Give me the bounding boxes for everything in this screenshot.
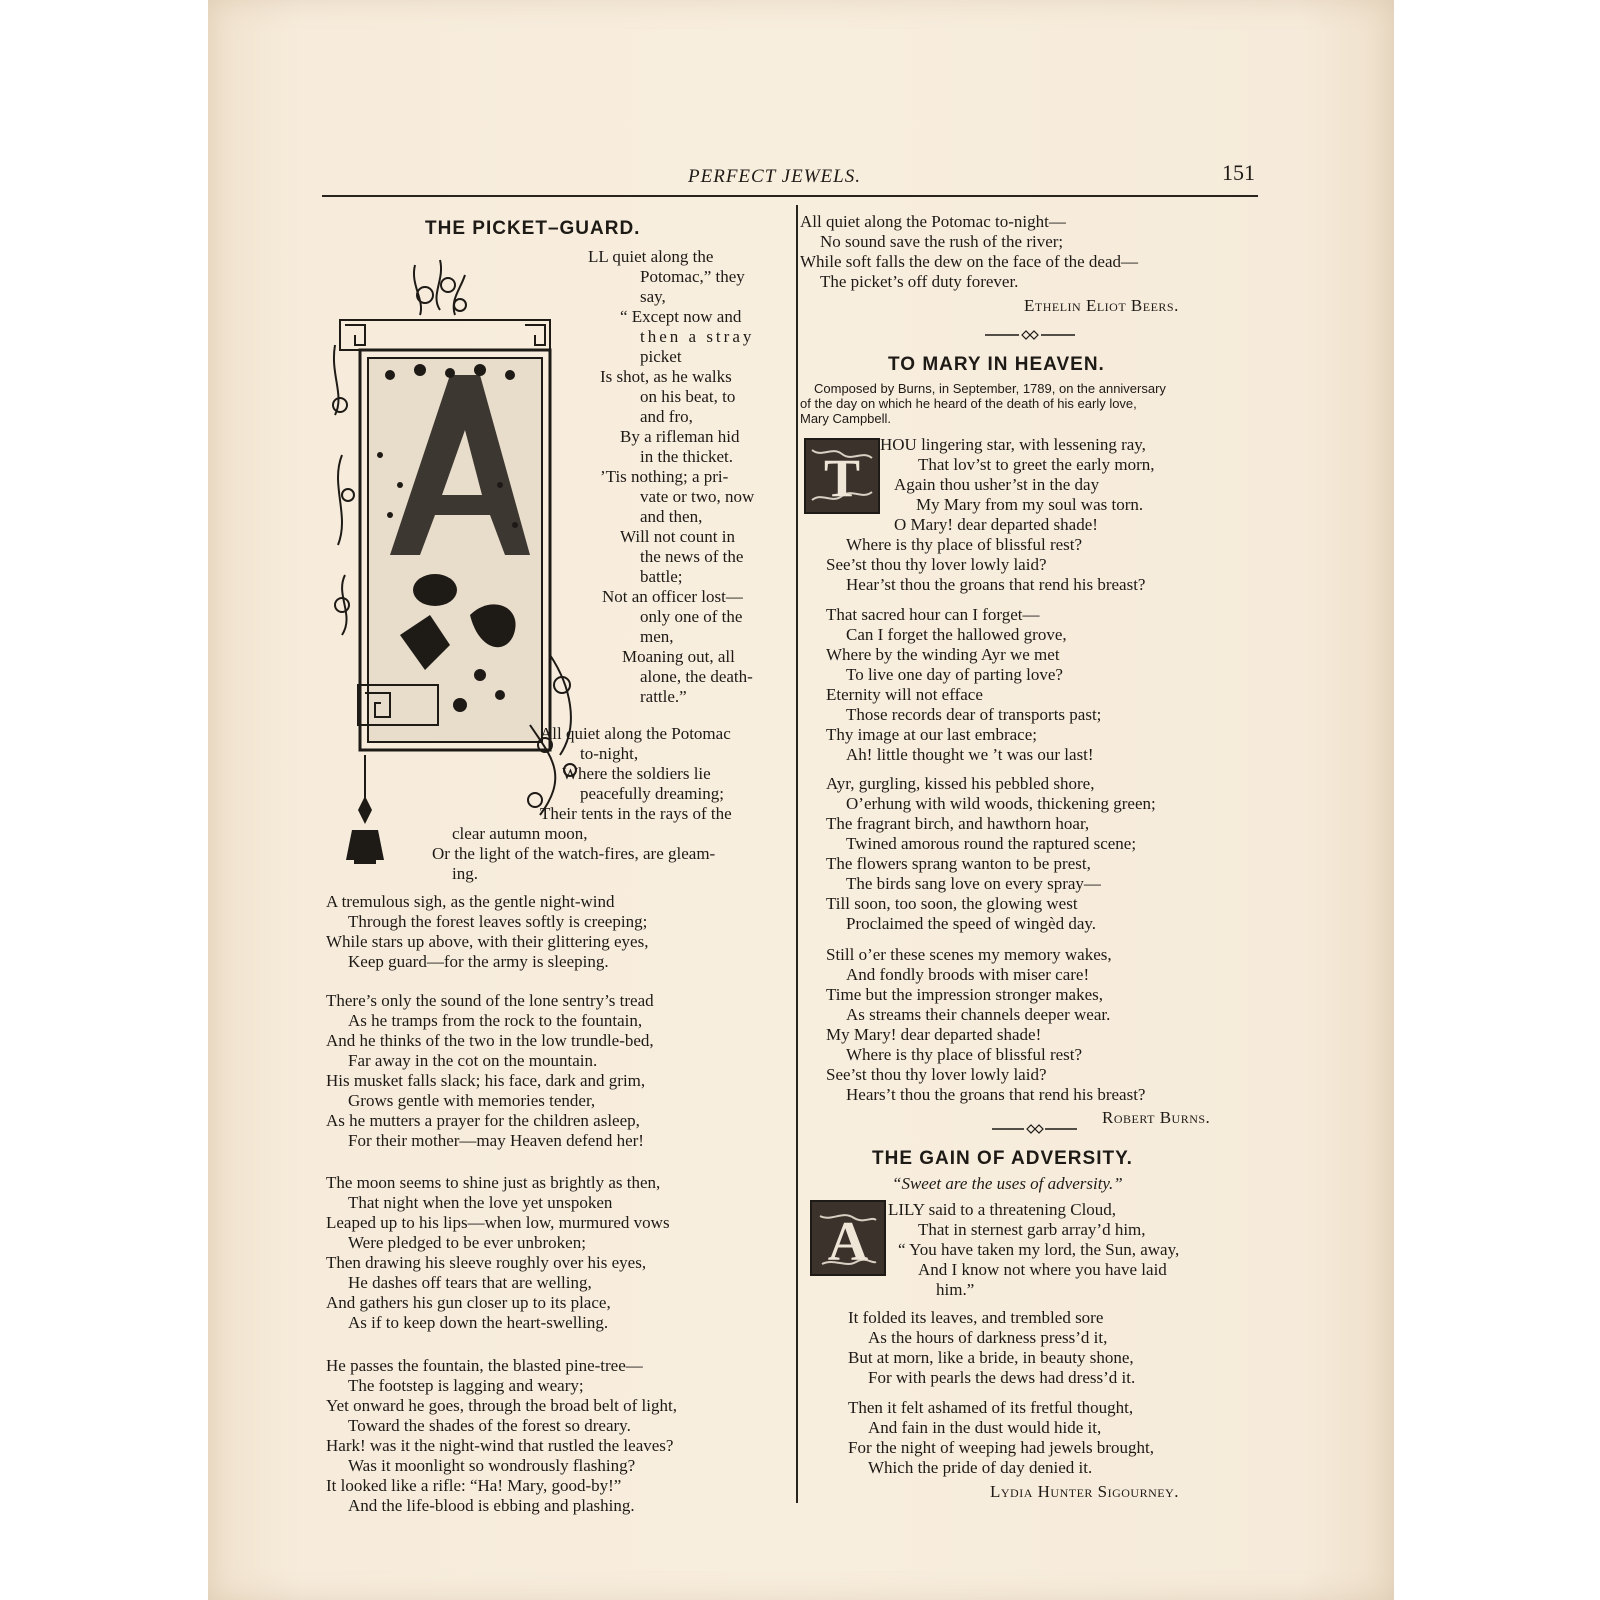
verse-line: By a rifleman hid bbox=[620, 427, 740, 446]
verse-line: And fondly broods with miser care! bbox=[846, 965, 1090, 984]
verse-line: My Mary from my soul was torn. bbox=[916, 495, 1144, 514]
verse-line: As the hours of darkness press’d it, bbox=[868, 1328, 1108, 1347]
verse-line: But at morn, like a bride, in beauty shone, bbox=[848, 1348, 1134, 1367]
verse-line: As he tramps from the rock to the fountain, bbox=[348, 1011, 643, 1030]
verse-line: Not an officer lost— bbox=[602, 587, 743, 606]
verse-line: To live one day of parting love? bbox=[846, 665, 1063, 684]
verse-line: He dashes off tears that are welling, bbox=[348, 1273, 592, 1292]
verse-line: men, bbox=[640, 627, 674, 646]
verse-line: Moaning out, all bbox=[622, 647, 735, 666]
verse-line: then a stray bbox=[640, 327, 755, 346]
verse-line: ’Tis nothing; a pri- bbox=[600, 467, 729, 486]
verse-line: His musket falls slack; his face, dark and grim, bbox=[326, 1071, 646, 1090]
decorated-initial-a bbox=[810, 1200, 886, 1276]
verse-line: Where by the winding Ayr we met bbox=[826, 645, 1060, 664]
verse-line: He passes the fountain, the blasted pine-tree— bbox=[326, 1356, 643, 1375]
verse-line: clear autumn moon, bbox=[452, 824, 588, 843]
verse-line: alone, the death- bbox=[640, 667, 753, 686]
page-number: 151 bbox=[1222, 160, 1255, 185]
section-divider bbox=[985, 330, 1075, 340]
initial-t-ornament bbox=[806, 440, 878, 512]
verse-line: HOU lingering star, with lessening ray, bbox=[880, 435, 1146, 454]
author-gain-of-adversity: Lydia Hunter Sigourney. bbox=[990, 1482, 1180, 1501]
verse-line: Or the light of the watch-fires, are gleam- bbox=[432, 844, 716, 863]
verse-line: Time but the impression stronger makes, bbox=[826, 985, 1104, 1004]
verse-line: And the life-blood is ebbing and plashing. bbox=[348, 1496, 635, 1515]
verse-line: Through the forest leaves softly is creeping; bbox=[348, 912, 648, 931]
verse-line: There’s only the sound of the lone sentry’s tread bbox=[326, 991, 654, 1010]
verse-line: ing. bbox=[452, 864, 478, 883]
verse-line: Leaped up to his lips—when low, murmured vows bbox=[326, 1213, 670, 1232]
verse-line: While soft falls the dew on the face of the dead— bbox=[800, 252, 1138, 271]
verse-line: battle; bbox=[640, 567, 683, 586]
svg-text:T: T bbox=[823, 448, 861, 508]
verse-line: For their mother—may Heaven defend her! bbox=[348, 1131, 644, 1150]
verse-line: Till soon, too soon, the glowing west bbox=[826, 894, 1078, 913]
verse-line: While stars up above, with their glittering eyes, bbox=[326, 932, 649, 951]
verse-line: As he mutters a prayer for the children asleep, bbox=[326, 1111, 640, 1130]
verse-line: The picket’s off duty forever. bbox=[820, 272, 1019, 291]
verse-line: O Mary! dear departed shade! bbox=[894, 515, 1098, 534]
verse-line: to-night, bbox=[580, 744, 639, 763]
initial-a-ornament bbox=[812, 1202, 884, 1274]
poem-title-picket-guard: THE PICKET–GUARD. bbox=[425, 218, 641, 239]
author-to-mary: Robert Burns. bbox=[1102, 1108, 1211, 1127]
verse-line: It folded its leaves, and trembled sore bbox=[848, 1308, 1104, 1327]
verse-line: Were pledged to be ever unbroken; bbox=[348, 1233, 586, 1252]
verse-line: All quiet along the Potomac bbox=[540, 724, 731, 743]
running-title: PERFECT JEWELS. bbox=[688, 166, 861, 187]
verse-line: him.” bbox=[936, 1280, 975, 1299]
verse-line: Still o’er these scenes my memory wakes, bbox=[826, 945, 1112, 964]
verse-line: Then drawing his sleeve roughly over his eyes, bbox=[326, 1253, 647, 1272]
verse-line: As if to keep down the heart-swelling. bbox=[348, 1313, 609, 1332]
verse-line: Proclaimed the speed of wingèd day. bbox=[846, 914, 1097, 933]
verse-line: Grows gentle with memories tender, bbox=[348, 1091, 596, 1110]
verse-line: See’st thou thy lover lowly laid? bbox=[826, 555, 1047, 574]
verse-line: LILY said to a threatening Cloud, bbox=[888, 1200, 1117, 1219]
verse-line: Which the pride of day denied it. bbox=[868, 1458, 1093, 1477]
verse-line: Is shot, as he walks bbox=[600, 367, 732, 386]
verse-line: Where is thy place of blissful rest? bbox=[846, 535, 1083, 554]
verse-line: O’erhung with wild woods, thickening green; bbox=[846, 794, 1156, 813]
verse-line: Toward the shades of the forest so dreary. bbox=[348, 1416, 631, 1435]
verse-line: “ Except now and bbox=[620, 307, 742, 326]
verse-line: A tremulous sigh, as the gentle night-wind bbox=[326, 892, 615, 911]
verse-line: My Mary! dear departed shade! bbox=[826, 1025, 1042, 1044]
verse-line: Hear’st thou the groans that rend his breast? bbox=[846, 575, 1146, 594]
verse-line: For with pearls the dews had dress’d it. bbox=[868, 1368, 1136, 1387]
verse-line: The fragrant birch, and hawthorn hoar, bbox=[826, 814, 1090, 833]
verse-line: And he thinks of the two in the low trundle-bed, bbox=[326, 1031, 654, 1050]
verse-line: Then it felt ashamed of its fretful thought, bbox=[848, 1398, 1134, 1417]
verse-line: And gathers his gun closer up to its place, bbox=[326, 1293, 611, 1312]
verse-line: That in sternest garb array’d him, bbox=[918, 1220, 1146, 1239]
decorated-initial-t bbox=[804, 438, 880, 514]
verse-line: For the night of weeping had jewels brought, bbox=[848, 1438, 1154, 1457]
verse-line: and then, bbox=[640, 507, 703, 526]
verse-line: As streams their channels deeper wear. bbox=[846, 1005, 1111, 1024]
column-rule bbox=[796, 205, 798, 1503]
author-picket-guard: Ethelin Eliot Beers. bbox=[1024, 296, 1179, 315]
verse-line: That lov’st to greet the early morn, bbox=[918, 455, 1155, 474]
verse-line: Ah! little thought we ’t was our last! bbox=[846, 745, 1094, 764]
verse-line: Where the soldiers lie bbox=[562, 764, 711, 783]
verse-line: That night when the love yet unspoken bbox=[348, 1193, 613, 1212]
section-divider bbox=[992, 1124, 1077, 1134]
verse-line: The footstep is lagging and weary; bbox=[348, 1376, 584, 1395]
verse-line: The birds sang love on every spray— bbox=[846, 874, 1101, 893]
verse-line: Will not count in bbox=[620, 527, 735, 546]
verse-line: No sound save the rush of the river; bbox=[820, 232, 1064, 251]
verse-line: Far away in the cot on the mountain. bbox=[348, 1051, 598, 1070]
verse-line: Was it moonlight so wondrously flashing? bbox=[348, 1456, 636, 1475]
verse-line: picket bbox=[640, 347, 682, 366]
verse-line: Again thou usher’st in the day bbox=[894, 475, 1100, 494]
header-rule bbox=[322, 195, 1258, 197]
verse-line: Yet onward he goes, through the broad belt of light, bbox=[326, 1396, 677, 1415]
poem-title-to-mary: TO MARY IN HEAVEN. bbox=[888, 354, 1105, 375]
verse-line: Where is thy place of blissful rest? bbox=[846, 1045, 1083, 1064]
verse-line: The flowers sprang wanton to be prest, bbox=[826, 854, 1091, 873]
epigraph: “Sweet are the uses of adversity.” bbox=[892, 1174, 1123, 1193]
verse-line: only one of the bbox=[640, 607, 743, 626]
verse-line: It looked like a rifle: “Ha! Mary, good-by!” bbox=[326, 1476, 622, 1495]
verse-line: And I know not where you have laid bbox=[918, 1260, 1167, 1279]
verse-line: the news of the bbox=[640, 547, 744, 566]
verse-line: Potomac,” they bbox=[640, 267, 745, 286]
poem-title-gain-of-adversity: THE GAIN OF ADVERSITY. bbox=[872, 1148, 1133, 1169]
illuminated-initial-a-ornament bbox=[330, 255, 595, 895]
verse-line: Can I forget the hallowed grove, bbox=[846, 625, 1067, 644]
headnote-line: of the day on which he heard of the death of his early love, bbox=[800, 396, 1137, 411]
verse-line: See’st thou thy lover lowly laid? bbox=[826, 1065, 1047, 1084]
verse-line: and fro, bbox=[640, 407, 693, 426]
verse-line: And fain in the dust would hide it, bbox=[868, 1418, 1102, 1437]
verse-line: Hears’t thou the groans that rend his breast? bbox=[846, 1085, 1146, 1104]
verse-line: That sacred hour can I forget— bbox=[826, 605, 1040, 624]
verse-line: Eternity will not efface bbox=[826, 685, 983, 704]
verse-line: Thy image at our last embrace; bbox=[826, 725, 1037, 744]
verse-line: All quiet along the Potomac to-night— bbox=[800, 212, 1066, 231]
verse-line: Hark! was it the night-wind that rustled the leaves? bbox=[326, 1436, 674, 1455]
verse-line: peacefully dreaming; bbox=[580, 784, 724, 803]
verse-line: The moon seems to shine just as brightly as then, bbox=[326, 1173, 661, 1192]
verse-line: Twined amorous round the raptured scene; bbox=[846, 834, 1137, 853]
svg-text:A: A bbox=[827, 1211, 869, 1273]
verse-line: LL quiet along the bbox=[588, 247, 714, 266]
verse-line: in the thicket. bbox=[640, 447, 734, 466]
verse-line: “ You have taken my lord, the Sun, away, bbox=[898, 1240, 1180, 1259]
verse-line: Their tents in the rays of the bbox=[540, 804, 732, 823]
verse-line: Ayr, gurgling, kissed his pebbled shore, bbox=[826, 774, 1095, 793]
verse-line: vate or two, now bbox=[640, 487, 755, 506]
headnote-line: Mary Campbell. bbox=[800, 411, 892, 426]
verse-line: say, bbox=[640, 287, 666, 306]
headnote-line: Composed by Burns, in September, 1789, on the anniversary bbox=[814, 381, 1166, 396]
verse-line: rattle.” bbox=[640, 687, 687, 706]
verse-line: on his beat, to bbox=[640, 387, 736, 406]
verse-line: Keep guard—for the army is sleeping. bbox=[348, 952, 609, 971]
verse-line: Those records dear of transports past; bbox=[846, 705, 1102, 724]
